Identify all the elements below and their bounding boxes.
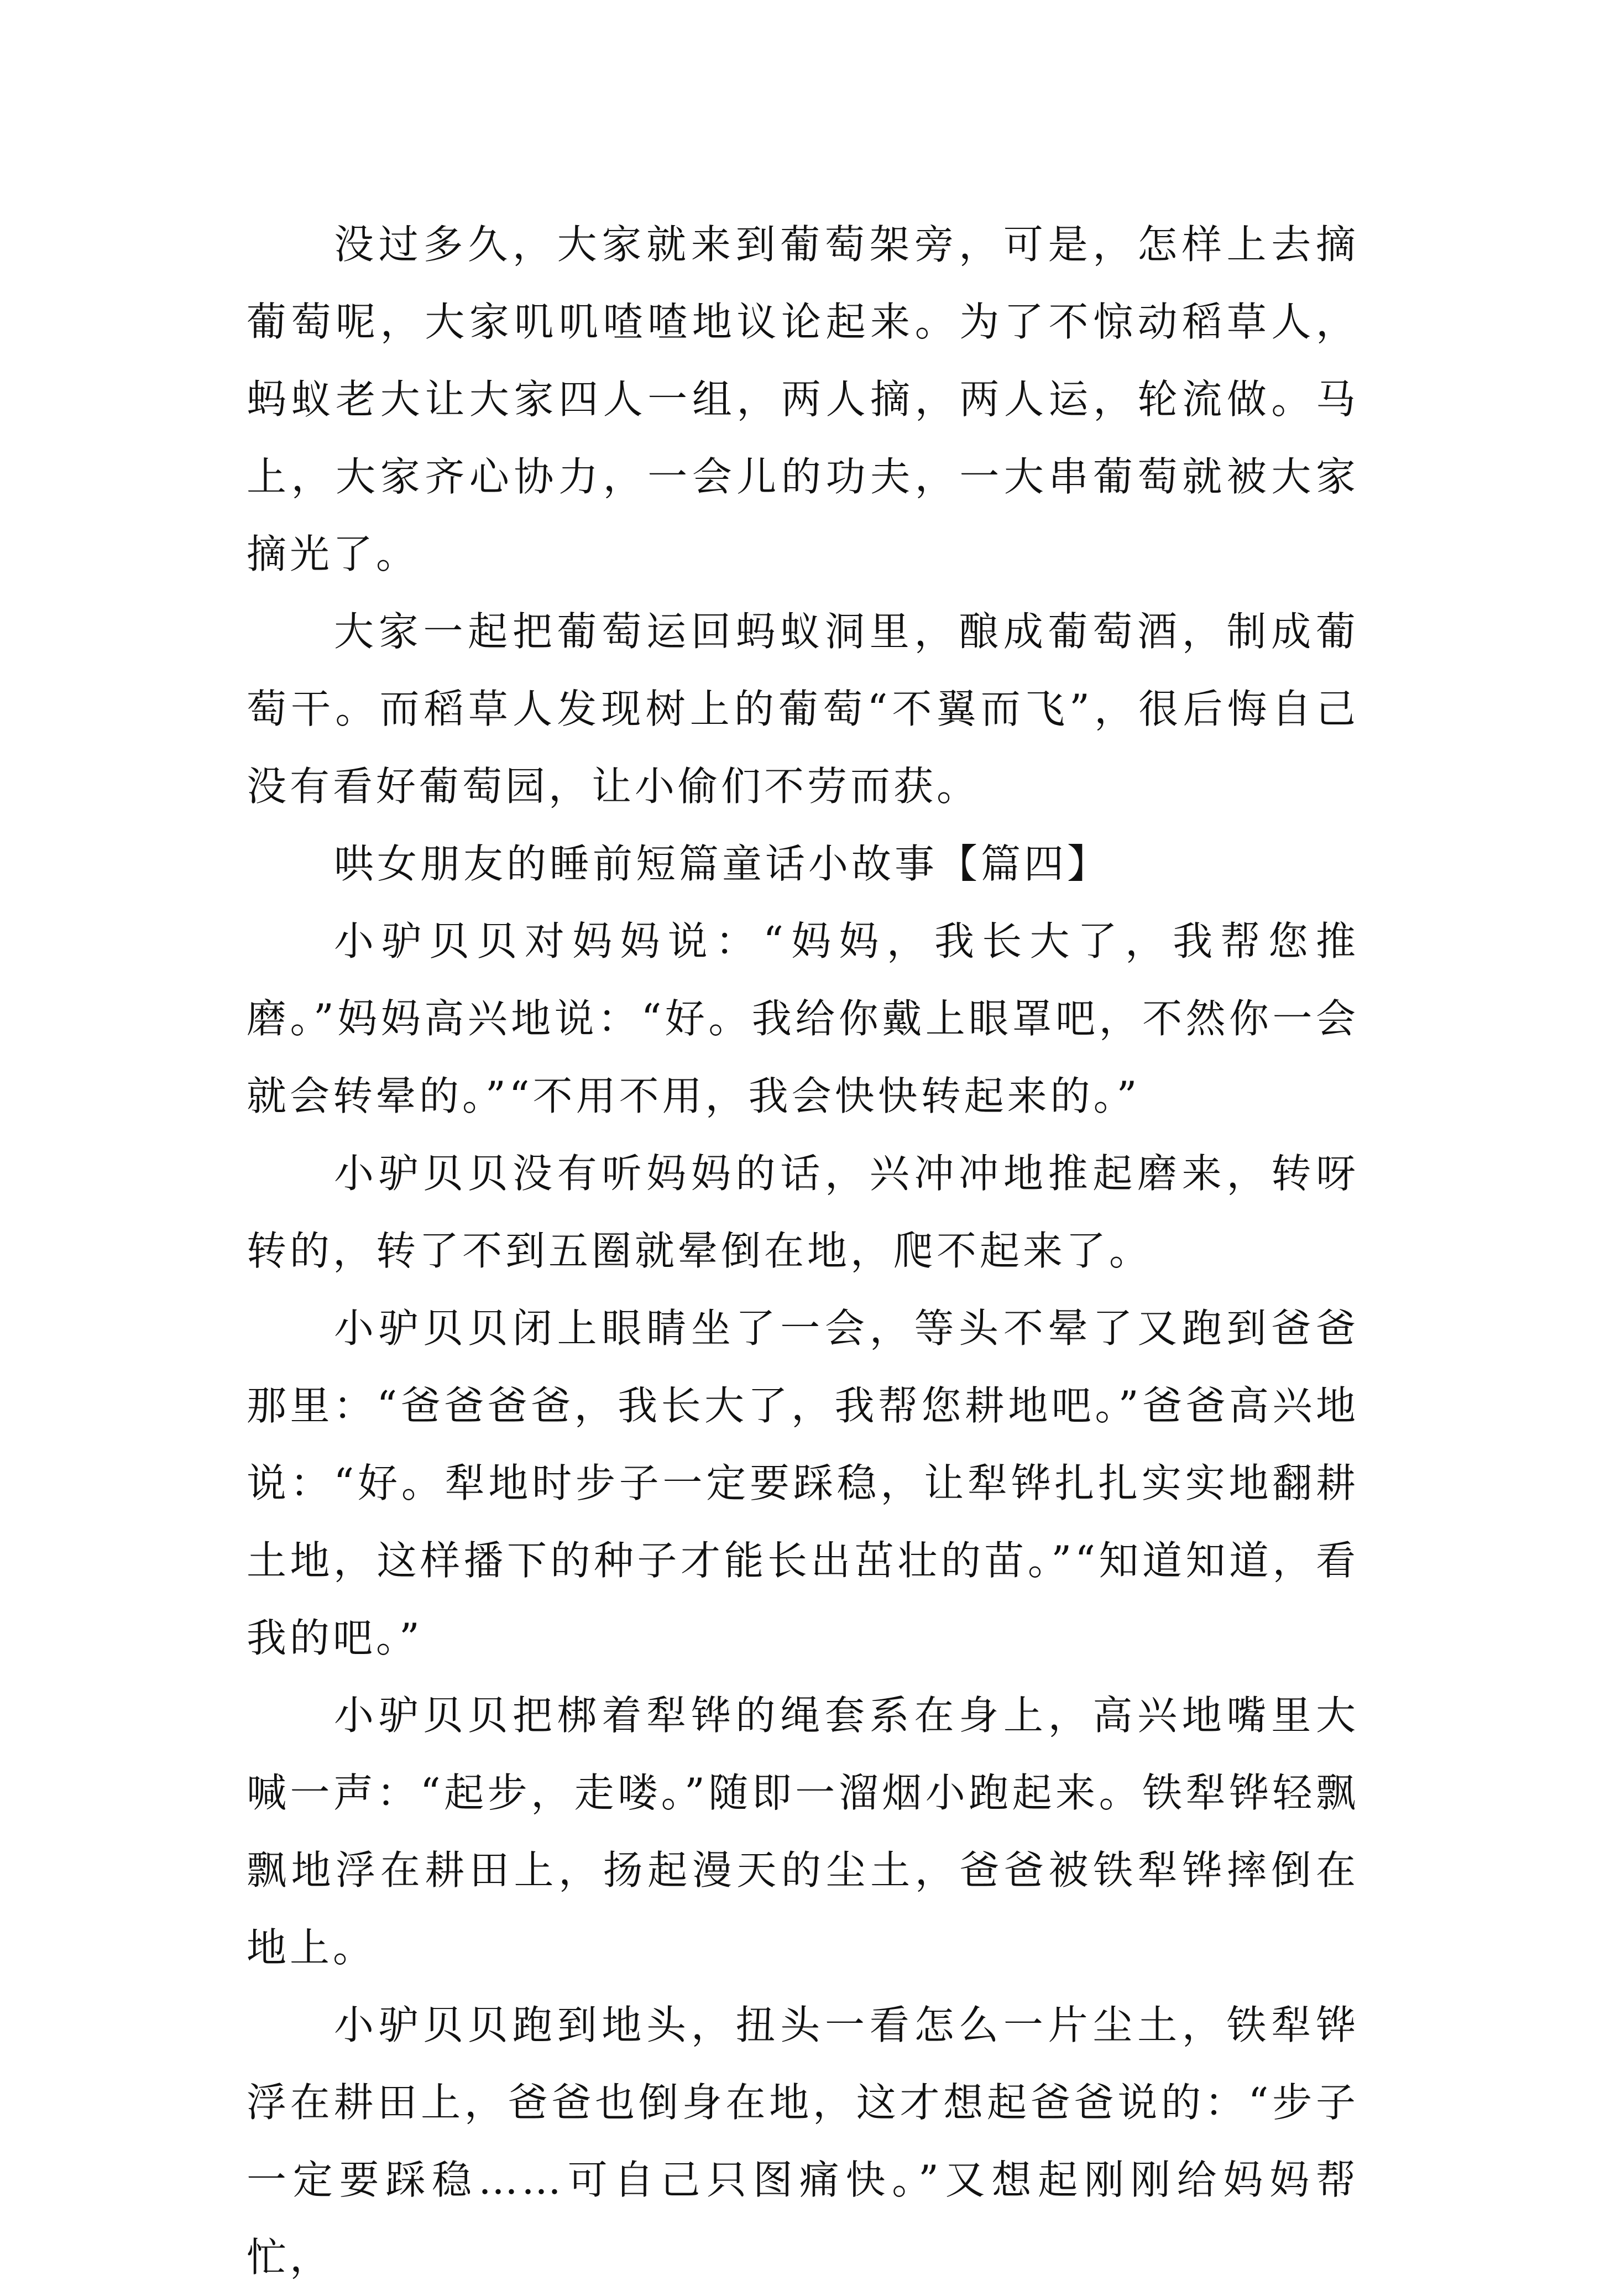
- paragraph-donkey-dizzy: 小驴贝贝没有听妈妈的话，兴冲冲地推起磨来，转呀转的，转了不到五圈就晕倒在地，爬不起来了。: [247, 1150, 1359, 1274]
- paragraph-donkey-mother: 小驴贝贝对妈妈说：“妈妈，我长大了，我帮您推磨。”妈妈高兴地说：“好。我给你戴上眼罩吧，不然你一会就会转晕的。”“不用不用，我会快快转起来的。”: [247, 918, 1359, 1119]
- paragraph-donkey-father: 小驴贝贝闭上眼睛坐了一会，等头不晕了又跑到爸爸那里：“爸爸爸爸，我长大了，我帮您耕地吧。”爸爸高兴地说：“好。犁地时步子一定要踩稳，让犁铧扎扎实实地翻耕土地，这样播下的种子才能长出茁壮的苗。”“知道知道，看我的吧。”: [247, 1305, 1359, 1661]
- paragraph-donkey-plough: 小驴贝贝把梆着犁铧的绳套系在身上，高兴地嘴里大喊一声：“起步，走喽。”随即一溜烟小跑起来。铁犁铧轻飘飘地浮在耕田上，扬起漫天的尘土，爸爸被铁犁铧摔倒在地上。: [247, 1692, 1359, 1971]
- paragraph-donkey-regret: 小驴贝贝跑到地头，扭头一看怎么一片尘土，铁犁铧浮在耕田上，爸爸也倒身在地，这才想起爸爸说的：“步子一定要踩稳……可自己只图痛快。”又想起刚刚给妈妈帮忙，: [247, 2002, 1359, 2281]
- document-body: [247, 206, 1359, 2296]
- paragraph-grape-wine: 大家一起把葡萄运回蚂蚁洞里，酿成葡萄酒，制成葡萄干。而稻草人发现树上的葡萄“不翼而飞”，很后悔自己没有看好葡萄园，让小偷们不劳而获。: [247, 608, 1359, 810]
- section-heading: 哄女朋友的睡前短篇童话小故事【篇四】: [334, 841, 1111, 887]
- paragraph-grape-picking: 没过多久，大家就来到葡萄架旁，可是，怎样上去摘葡萄呢，大家叽叽喳喳地议论起来。为了不惊动稻草人，蚂蚁老大让大家四人一组，两人摘，两人运，轮流做。马上，大家齐心协力，一会儿的功夫，一大串葡萄就被大家摘光了。: [247, 221, 1359, 577]
